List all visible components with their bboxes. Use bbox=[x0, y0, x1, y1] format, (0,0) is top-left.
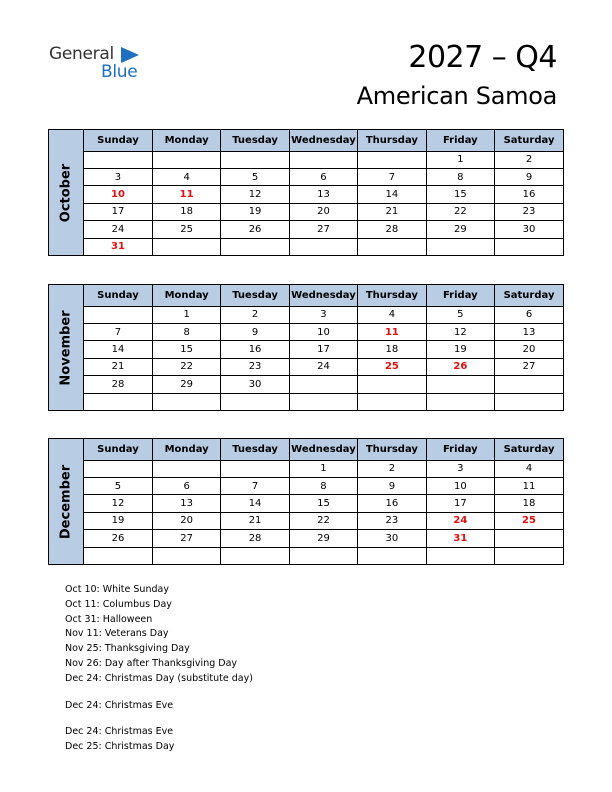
day-cell bbox=[426, 238, 494, 255]
day-cell: 13 bbox=[289, 186, 357, 203]
week-row bbox=[84, 306, 563, 323]
day-cell: 26 bbox=[84, 530, 152, 547]
day-cell bbox=[221, 393, 289, 410]
day-cell: 2 bbox=[495, 151, 563, 168]
day-cell bbox=[495, 376, 563, 393]
month-label bbox=[49, 285, 84, 410]
logo-blue-text: Blue bbox=[101, 62, 138, 82]
day-cell bbox=[84, 547, 152, 564]
day-cell bbox=[221, 547, 289, 564]
week-row bbox=[84, 477, 563, 494]
week-row bbox=[84, 151, 563, 168]
weekday-header: Wednesday bbox=[289, 439, 357, 460]
day-cell: 17 bbox=[426, 495, 494, 512]
day-cell: 16 bbox=[495, 186, 563, 203]
calendar-november bbox=[48, 284, 564, 411]
day-cell: 14 bbox=[358, 186, 426, 203]
week-row bbox=[84, 341, 563, 358]
day-cell: 1 bbox=[426, 151, 494, 168]
day-cell: 15 bbox=[289, 495, 357, 512]
day-cell: 16 bbox=[358, 495, 426, 512]
day-cell: 3 bbox=[84, 168, 152, 185]
day-cell: 30 bbox=[495, 221, 563, 238]
day-cell: 15 bbox=[152, 341, 220, 358]
day-cell bbox=[84, 306, 152, 323]
day-cell: 28 bbox=[221, 530, 289, 547]
day-cell bbox=[358, 547, 426, 564]
holiday-notes bbox=[65, 583, 253, 755]
week-row bbox=[84, 495, 563, 512]
day-cell bbox=[84, 460, 152, 477]
holiday-note: Oct 10: White Sunday bbox=[65, 584, 169, 595]
day-cell: 13 bbox=[495, 323, 563, 340]
day-cell: 21 bbox=[84, 358, 152, 375]
day-cell bbox=[221, 151, 289, 168]
day-cell: 10 bbox=[289, 323, 357, 340]
day-cell: 27 bbox=[495, 358, 563, 375]
day-cell: 7 bbox=[84, 323, 152, 340]
holiday-note: Oct 11: Columbus Day bbox=[65, 598, 172, 610]
weekday-header: Wednesday bbox=[289, 285, 357, 306]
holiday-note: Dec 25: Christmas Day bbox=[65, 741, 175, 753]
day-cell: 7 bbox=[358, 168, 426, 185]
day-cell: 30 bbox=[221, 376, 289, 393]
day-cell: 1 bbox=[289, 460, 357, 477]
week-row bbox=[84, 221, 563, 238]
month-table bbox=[84, 130, 563, 255]
holiday-note: Oct 31: Halloween bbox=[65, 613, 153, 625]
page-title: 2027 – Q4 bbox=[408, 40, 557, 75]
weekday-header: Tuesday bbox=[221, 439, 289, 460]
day-cell: 14 bbox=[84, 341, 152, 358]
day-cell: 23 bbox=[495, 203, 563, 220]
week-row bbox=[84, 512, 563, 529]
day-cell: 20 bbox=[495, 341, 563, 358]
day-cell bbox=[426, 547, 494, 564]
day-cell: 10 bbox=[426, 477, 494, 494]
day-cell: 15 bbox=[426, 186, 494, 203]
week-row bbox=[84, 460, 563, 477]
day-cell: 21 bbox=[358, 203, 426, 220]
day-cell: 13 bbox=[152, 495, 220, 512]
day-cell: 25 bbox=[152, 221, 220, 238]
day-cell: 21 bbox=[221, 512, 289, 529]
day-cell bbox=[426, 376, 494, 393]
day-cell: 18 bbox=[358, 341, 426, 358]
day-cell: 9 bbox=[358, 477, 426, 494]
month-label bbox=[49, 439, 84, 564]
holiday-note: Nov 25: Thanksgiving Day bbox=[65, 643, 190, 655]
day-cell: 6 bbox=[152, 477, 220, 494]
weekday-header: Sunday bbox=[84, 285, 152, 306]
day-cell bbox=[221, 460, 289, 477]
day-cell bbox=[152, 151, 220, 168]
month-name: December bbox=[58, 464, 74, 539]
day-cell: 26 bbox=[221, 221, 289, 238]
day-cell: 18 bbox=[152, 203, 220, 220]
day-cell: 17 bbox=[289, 341, 357, 358]
day-cell: 5 bbox=[221, 168, 289, 185]
weekday-header: Monday bbox=[152, 285, 220, 306]
month-name: November bbox=[58, 309, 74, 386]
day-cell bbox=[152, 547, 220, 564]
day-cell: 25 bbox=[358, 358, 426, 375]
day-cell: 11 bbox=[495, 477, 563, 494]
day-cell: 10 bbox=[84, 186, 152, 203]
week-row bbox=[84, 238, 563, 255]
day-cell bbox=[495, 393, 563, 410]
country-title: American Samoa bbox=[356, 82, 557, 110]
holiday-note: Nov 26: Day after Thanksgiving Day bbox=[65, 657, 238, 669]
day-cell: 26 bbox=[426, 358, 494, 375]
weekday-header: Friday bbox=[426, 439, 494, 460]
day-cell bbox=[289, 151, 357, 168]
day-cell: 20 bbox=[289, 203, 357, 220]
day-cell bbox=[152, 460, 220, 477]
day-cell bbox=[358, 393, 426, 410]
weekday-header: Thursday bbox=[358, 439, 426, 460]
day-cell: 28 bbox=[84, 376, 152, 393]
week-row bbox=[84, 376, 563, 393]
day-cell: 30 bbox=[358, 530, 426, 547]
day-cell: 4 bbox=[358, 306, 426, 323]
week-row bbox=[84, 530, 563, 547]
week-row bbox=[84, 323, 563, 340]
logo-general-text: General bbox=[49, 44, 114, 64]
day-cell: 9 bbox=[221, 323, 289, 340]
day-cell bbox=[495, 547, 563, 564]
day-cell bbox=[289, 376, 357, 393]
day-cell: 14 bbox=[221, 495, 289, 512]
day-cell: 19 bbox=[426, 341, 494, 358]
day-cell bbox=[495, 530, 563, 547]
weekday-header: Friday bbox=[426, 130, 494, 151]
week-row bbox=[84, 186, 563, 203]
day-cell bbox=[221, 238, 289, 255]
day-cell: 24 bbox=[84, 221, 152, 238]
holiday-note: Dec 24: Christmas Eve bbox=[65, 726, 174, 738]
day-cell bbox=[289, 238, 357, 255]
day-cell: 29 bbox=[289, 530, 357, 547]
day-cell: 22 bbox=[426, 203, 494, 220]
week-row bbox=[84, 547, 563, 564]
day-cell: 22 bbox=[152, 358, 220, 375]
calendar-december bbox=[48, 438, 564, 565]
weekday-header: Saturday bbox=[495, 285, 563, 306]
day-cell bbox=[358, 151, 426, 168]
day-cell: 17 bbox=[84, 203, 152, 220]
weekday-header: Wednesday bbox=[289, 130, 357, 151]
weekday-header: Sunday bbox=[84, 130, 152, 151]
day-cell: 5 bbox=[426, 306, 494, 323]
week-row bbox=[84, 393, 563, 410]
day-cell bbox=[495, 238, 563, 255]
day-cell: 8 bbox=[426, 168, 494, 185]
month-table bbox=[84, 439, 563, 564]
month-table bbox=[84, 285, 563, 410]
generalblue-logo bbox=[49, 44, 149, 84]
holiday-note: Dec 24: Christmas Day (substitute day) bbox=[65, 672, 253, 684]
month-name: October bbox=[58, 163, 74, 222]
weekday-header: Monday bbox=[152, 130, 220, 151]
weekday-header: Tuesday bbox=[221, 285, 289, 306]
holiday-note: Nov 11: Veterans Day bbox=[65, 628, 169, 640]
day-cell: 11 bbox=[358, 323, 426, 340]
day-cell bbox=[152, 393, 220, 410]
day-cell bbox=[289, 393, 357, 410]
day-cell: 29 bbox=[152, 376, 220, 393]
day-cell: 9 bbox=[495, 168, 563, 185]
weekday-header: Monday bbox=[152, 439, 220, 460]
day-cell: 5 bbox=[84, 477, 152, 494]
weekday-header: Saturday bbox=[495, 439, 563, 460]
day-cell bbox=[289, 547, 357, 564]
day-cell: 28 bbox=[358, 221, 426, 238]
day-cell bbox=[152, 238, 220, 255]
weekday-header: Saturday bbox=[495, 130, 563, 151]
day-cell: 8 bbox=[152, 323, 220, 340]
week-row bbox=[84, 203, 563, 220]
day-cell: 2 bbox=[221, 306, 289, 323]
day-cell: 8 bbox=[289, 477, 357, 494]
day-cell: 6 bbox=[495, 306, 563, 323]
day-cell: 16 bbox=[221, 341, 289, 358]
day-cell: 24 bbox=[426, 512, 494, 529]
day-cell: 3 bbox=[426, 460, 494, 477]
day-cell: 25 bbox=[495, 512, 563, 529]
holiday-note: Dec 24: Christmas Eve bbox=[65, 699, 174, 711]
note-spacer bbox=[65, 713, 253, 725]
day-cell: 4 bbox=[152, 168, 220, 185]
day-cell: 23 bbox=[358, 512, 426, 529]
day-cell: 27 bbox=[152, 530, 220, 547]
week-row bbox=[84, 168, 563, 185]
day-cell: 29 bbox=[426, 221, 494, 238]
logo-triangle-icon bbox=[121, 47, 139, 63]
calendar-october bbox=[48, 129, 564, 256]
weekday-header: Thursday bbox=[358, 130, 426, 151]
day-cell: 20 bbox=[152, 512, 220, 529]
weekday-header: Thursday bbox=[358, 285, 426, 306]
day-cell: 7 bbox=[221, 477, 289, 494]
day-cell bbox=[358, 376, 426, 393]
day-cell bbox=[426, 393, 494, 410]
day-cell: 12 bbox=[426, 323, 494, 340]
day-cell bbox=[358, 238, 426, 255]
day-cell: 11 bbox=[152, 186, 220, 203]
day-cell: 19 bbox=[221, 203, 289, 220]
weekday-header: Sunday bbox=[84, 439, 152, 460]
day-cell: 12 bbox=[221, 186, 289, 203]
weekday-header: Friday bbox=[426, 285, 494, 306]
day-cell: 23 bbox=[221, 358, 289, 375]
day-cell: 12 bbox=[84, 495, 152, 512]
day-cell: 3 bbox=[289, 306, 357, 323]
day-cell: 27 bbox=[289, 221, 357, 238]
day-cell bbox=[84, 393, 152, 410]
weekday-header: Tuesday bbox=[221, 130, 289, 151]
month-label bbox=[49, 130, 84, 255]
day-cell: 24 bbox=[289, 358, 357, 375]
day-cell: 6 bbox=[289, 168, 357, 185]
note-spacer bbox=[65, 687, 253, 699]
day-cell: 18 bbox=[495, 495, 563, 512]
day-cell: 2 bbox=[358, 460, 426, 477]
day-cell: 22 bbox=[289, 512, 357, 529]
day-cell: 1 bbox=[152, 306, 220, 323]
week-row bbox=[84, 358, 563, 375]
day-cell: 31 bbox=[84, 238, 152, 255]
day-cell bbox=[84, 151, 152, 168]
day-cell: 19 bbox=[84, 512, 152, 529]
day-cell: 31 bbox=[426, 530, 494, 547]
day-cell: 4 bbox=[495, 460, 563, 477]
